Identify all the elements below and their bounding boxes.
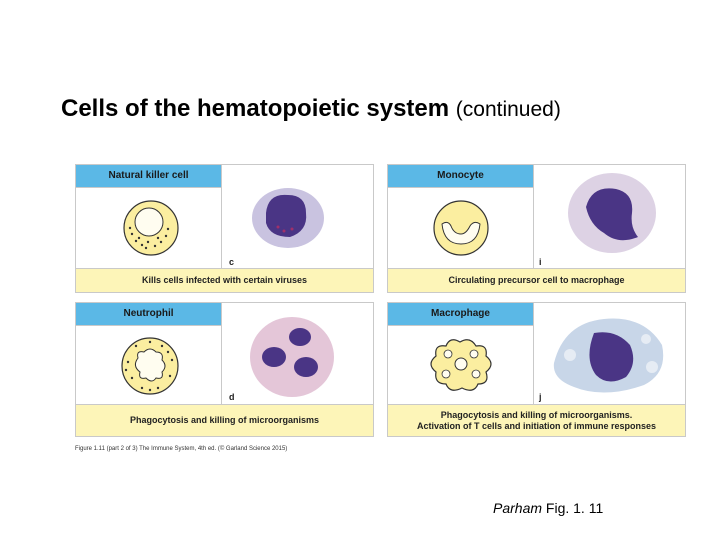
panel-caption: Circulating precursor cell to macrophage — [388, 268, 685, 292]
panel-letter: d — [229, 392, 235, 402]
panel-natural-killer-cell — [75, 164, 374, 293]
panel-title: Monocyte — [437, 170, 484, 181]
credit — [493, 500, 603, 516]
panel-letter: c — [229, 257, 235, 267]
macrophage-photo — [534, 303, 685, 404]
figure-caption: Figure 1.11 (part 2 of 3) The Immune System, 4th ed. (© Garland Science 2015) — [75, 446, 288, 452]
panel-letter: j — [539, 392, 542, 402]
nk-cell-photo — [222, 165, 373, 268]
panel-header — [76, 303, 221, 326]
caption-line-2: Activation of T cells and initiation of immune responses — [416, 420, 657, 431]
credit-figure: Fig. 1. 11 — [545, 500, 604, 516]
panel-title: Natural killer cell — [108, 170, 189, 181]
panel-title: Macrophage — [431, 308, 490, 319]
macrophage-diagram — [388, 326, 533, 404]
neutrophil-photo — [222, 303, 373, 404]
panel-monocyte — [387, 164, 686, 293]
panel-caption: Phagocytosis and killing of microorganisms — [76, 404, 373, 436]
panel-caption — [388, 404, 685, 436]
panel-title: Neutrophil — [123, 308, 174, 319]
monocyte-diagram — [388, 188, 533, 268]
panel-caption: Kills cells infected with certain viruses — [76, 268, 373, 292]
panel-neutrophil — [75, 302, 374, 437]
panel-header — [76, 165, 221, 188]
title-main: Cells of the hematopoietic system — [61, 95, 450, 122]
title-continued: (continued) — [455, 98, 561, 121]
credit-author: Parham — [493, 500, 543, 516]
panel-macrophage — [387, 302, 686, 437]
panel-letter: i — [539, 257, 542, 267]
nk-cell-diagram — [76, 188, 221, 268]
slide-title — [61, 95, 561, 123]
panel-header — [388, 303, 533, 326]
panel-header — [388, 165, 533, 188]
caption-line-1: Phagocytosis and killing of microorganisms. — [440, 409, 633, 420]
monocyte-photo — [534, 165, 685, 268]
neutrophil-diagram — [76, 326, 221, 404]
